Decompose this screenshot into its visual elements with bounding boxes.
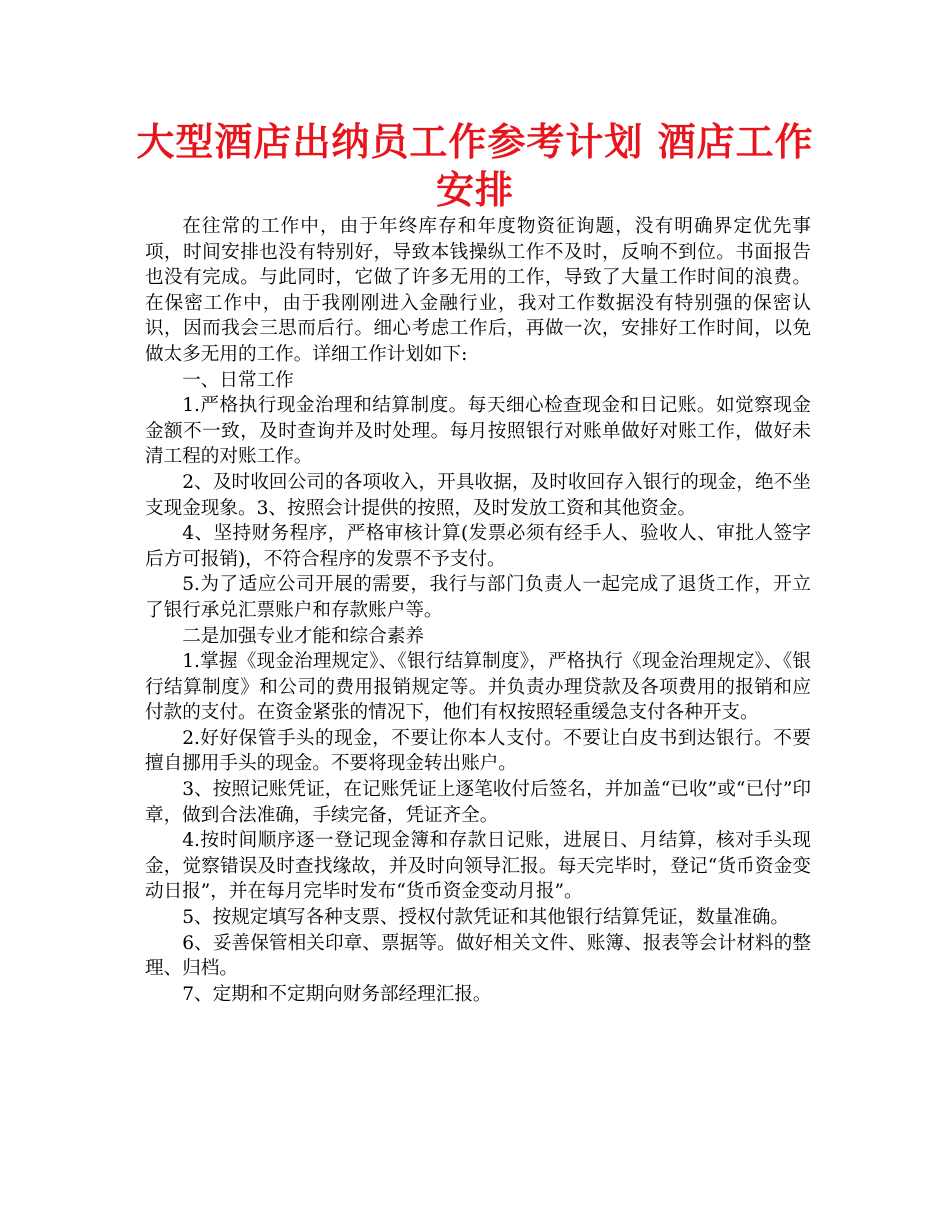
document-body xyxy=(145,214,811,1007)
list-item: 5、按规定填写各种支票、授权付款凭证和其他银行结算凭证，数量准确。 xyxy=(182,907,790,929)
list-item: 3、按照记账凭证，在记账凭证上逐笔收付后签名，并加盖“已收”或“已付”印章，做到合法准确，手续完备，凭证齐全。 xyxy=(145,779,811,826)
list-item: 6、妥善保管相关印章、票据等。做好相关文件、账簿、报表等会计材料的整理、归档。 xyxy=(145,932,811,980)
list-item: 1.严格执行现金治理和结算制度。每天细心检查现金和日记账。如觉察现金金额不一致，及时查询并及时处理。每月按照银行对账单做好对账工作，做好未清工程的对账工作。 xyxy=(145,395,811,468)
list-item: 2.好好保管手头的现金，不要让你本人支付。不要让白皮书到达银行。不要擅自挪用手头的现金。不要将现金转出账户。 xyxy=(145,727,811,775)
section-heading-daily-work: 一、日常工作 xyxy=(182,369,294,391)
list-item: 2、及时收回公司的各项收入，开具收据，及时收回存入银行的现金，绝不坐支现金现象。3、按照会计提供的按照，及时发放工资和其他资金。 xyxy=(145,471,811,519)
document-title: 大型酒店出纳员工作参考计划 酒店工作安排 xyxy=(136,120,814,212)
intro-paragraph: 在往常的工作中，由于年终库存和年度物资征询题，没有明确界定优先事项，时间安排也没有特别好，导致本钱操纵工作不及时，反响不到位。书面报告也没有完成。与此同时，它做了许多无用的工作，导致了大量工作时间的浪费。在保密工作中，由于我刚刚进入金融行业，我对工作数据没有特别强的保密认识，因而我会三思而后行。细心考虑工作后，再做一次，安排好工作时间，以免做太多无用的工作。详细工作计划如下: xyxy=(145,216,811,365)
list-item: 7、定期和不定期向财务部经理汇报。 xyxy=(182,983,492,1005)
list-item: 5.为了适应公司开展的需要，我行与部门负责人一起完成了退货工作，开立了银行承兑汇票账户和存款账户等。 xyxy=(145,574,811,621)
section-heading-professional-skills: 二是加强专业才能和综合素养 xyxy=(182,625,424,647)
list-item: 4、坚持财务程序，严格审核计算(发票必须有经手人、验收人、审批人签字后方可报销)，不符合程序的发票不予支付。 xyxy=(145,523,811,570)
list-item: 4.按时间顺序逐一登记现金簿和存款日记账，进展日、月结算，核对手头现金，觉察错误及时查找缘故，并及时向领导汇报。每天完毕时，登记“货币资金变动日报”，并在每月完毕时发布“货币资金变动月报”。 xyxy=(145,830,811,903)
list-item: 1.掌握《现金治理规定》、《银行结算制度》，严格执行《现金治理规定》、《银行结算制度》和公司的费用报销规定等。并负责办理贷款及各项费用的报销和应付款的支付。在资金紧张的情况下，他们有权按照轻重缓急支付各种开支。 xyxy=(145,651,811,724)
